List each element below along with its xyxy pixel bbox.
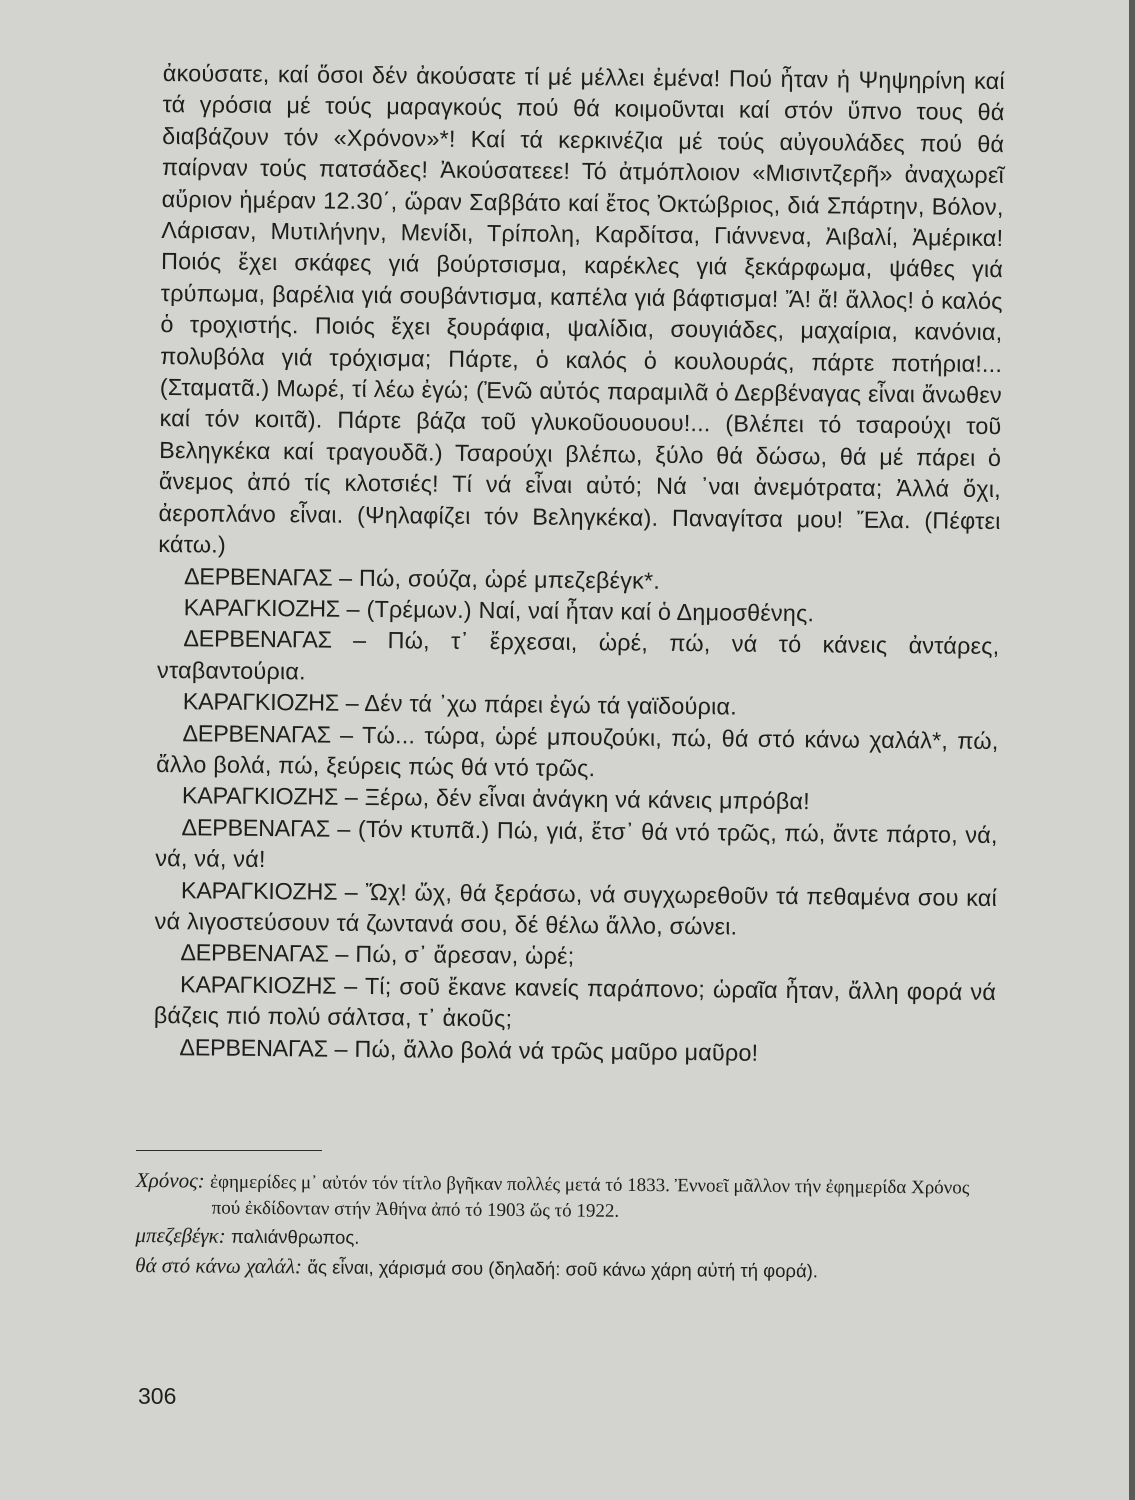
speaker-dash: – xyxy=(338,564,353,591)
speaker-dash: – xyxy=(344,784,359,811)
speaker-dash: – xyxy=(344,972,358,999)
speaker-dash: – xyxy=(337,815,351,842)
footnote-term: Χρόνος: xyxy=(135,1168,205,1193)
speaker-dash: – xyxy=(344,878,359,905)
speaker-name: ΚΑΡΑΓΚΙΟΖΗΣ xyxy=(181,782,339,811)
spoken-line: (Τόν κτυπᾶ.) Πώ, γιά, ἔτσ᾿ θά ντό τρῶς, πώ, ἄντε πάρτο, νά, νά, νά, νά! xyxy=(155,815,998,873)
footnote xyxy=(135,1223,985,1256)
footnote xyxy=(136,1168,986,1227)
dialogue-line xyxy=(153,1032,995,1071)
speaker-dash: – xyxy=(334,1035,348,1062)
speaker-name: ΚΑΡΑΓΚΙΟΖΗΣ xyxy=(183,594,341,622)
spoken-line: Πώ, σούζα, ὡρέ μπεζεβέγκ*. xyxy=(358,564,661,594)
speaker-name: ΔΕΡΒΕΝΑΓΑΣ xyxy=(183,625,332,653)
speaker-name: ΚΑΡΑΓΚΙΟΖΗΣ xyxy=(179,970,337,999)
spoken-line: (Τρέμων.) Ναί, ναί ἦταν καί ὁ Δημοσθένης. xyxy=(366,595,815,627)
page-number: 306 xyxy=(138,1383,177,1409)
speaker-name: ΔΕΡΒΕΝΑΓΑΣ xyxy=(179,1033,328,1062)
speaker-name: ΔΕΡΒΕΝΑΓΑΣ xyxy=(182,719,331,748)
narrative-paragraph: ἀκούσατε, καί ὅσοι δέν ἀκούσατε τί μέ μέλλει ἐμένα! Πού ἦταν ἡ Ψηψηρίνη καί τά γρόσια μέ τούς μαραγκούς πού θά κοιμοῦνται καί στόν ὕπνο τους θά διαβάζουν τόν «Χρόνον»*! Καί τά κερκινέζια μέ τούς αὐγουλάδες πού θά παίρναν τούς πατσάδες! Ἀκούσατεεε! Τό ἀτμόπλοιον «Μισιντζερῆ» ἀναχωρεῖ αὔριον ἡμέραν 12.30΄, ὥραν Σαββάτο καί ἔτος Ὀκτώβριος, διά Σπάρτην, Βόλον, Λάρισαν, Μυτιλήνην, Μενίδι, Τρίπολη, Καρδίτσα, Γιάννενα, Ἀιβαλί, Ἀμέρικα! Ποιός ἔχει σκάφες γιά βούρτσισμα, καρέκλες γιά ξεκάρφωμα, ψάθες γιά τρύπωμα, βαρέλια γιά σουβάντισμα, καπέλα γιά βάφτισμα! Ἄ! ἄ! ἄλλος! ὁ καλός ὁ τροχιστής. Ποιός ἔχει ξουράφια, ψαλίδια, σουγιάδες, μαχαίρια, κανόνια, πολυβόλα γιά τρόχισμα; Πάρτε, ὁ καλός ὁ κουλουράς, πάρτε ποτήρια!... (Σταματᾶ.) Μωρέ, τί λέω ἐγώ; (Ἐνῶ αὐτός παραμιλᾶ ὁ Δερβέναγας εἶναι ἄνωθεν καί τόν κοιτᾶ). Πάρτε βάζα τοῦ γλυκοῦουουου!... (Βλέπει τό τσαρούχι τοῦ Βεληγκέκα καί τραγουδᾶ.) Τσαρούχι βλέπω, ξύλο θά δώσω, θά μέ πάρει ὁ ἄνεμος ἀπό τίς κλοτσιές! Τί νά εἶναι αὐτό; Νά ᾿ναι ἀνεμότρατα; Ἀλλά ὄχι, ἀεροπλάνο εἶναι. (Ψηλαφίζει τόν Βεληγκέκα). Παναγίτσα μου! Ἔλα. (Πέφτει κάτω.) xyxy=(158,59,1005,558)
spoken-line: Πώ, σ᾿ ἄρεσαν, ὡρέ; xyxy=(355,941,575,970)
dialogue-line xyxy=(155,812,998,883)
spoken-line: Τώ... τώρα, ὡρέ μπουζούκι, πώ, θά στό κάνω χαλάλ*, πώ, ἄλλο βολά, πώ, ξεύρεις πώς θά ντό τρῶς. xyxy=(156,721,999,782)
footnote-text: ἐφημερίδες μ᾿ αὐτόν τόν τίτλο βγῆκαν πολλές μετά τό 1833. Ἐννοεῖ μᾶλλον τήν ἐφημερίδα Χρόνος πού ἐκδίδονταν στήν Ἀθήνα ἀπό τό 1903 ὥς τό 1922. xyxy=(209,1171,970,1222)
footnote-term: μπεζεβέγκ: xyxy=(135,1223,226,1248)
dialogue-line xyxy=(155,875,998,946)
spoken-line: Δέν τά ᾿χω πάρει ἐγώ τά γαϊδούρια. xyxy=(364,690,737,720)
speaker-dash: – xyxy=(352,627,367,654)
page-edge-shadow xyxy=(1129,0,1135,1500)
spoken-line: Πώ, τ᾿ ἔρχεσαι, ὡρέ, πώ, νά τό κάνεις ἀντάρες, νταβαντούρια. xyxy=(157,627,1000,685)
dialogue-line xyxy=(157,623,1000,694)
speaker-name: ΔΕΡΒΕΝΑΓΑΣ xyxy=(181,813,331,842)
footnote-separator xyxy=(136,1150,322,1151)
footnote-text: παλιάνθρωπος. xyxy=(231,1225,360,1248)
footnotes xyxy=(135,1168,986,1289)
speaker-name: ΚΑΡΑΓΚΙΟΖΗΣ xyxy=(180,876,338,905)
spoken-line: Πώ, ἄλλο βολά νά τρῶς μαῦρο μαῦρο! xyxy=(354,1035,759,1066)
footnote-term: θά στό κάνω χαλάλ: xyxy=(135,1252,303,1279)
spoken-line: Ὤχ! ὤχ, θά ξεράσω, νά συγχωρεθοῦν τά πεθαμένα σου καί νά λιγοστεύσουν τά ζωντανά σου, δέ θέλω ἄλλο, σώνει. xyxy=(154,878,998,940)
speaker-dash: – xyxy=(339,721,354,748)
speaker-dash: – xyxy=(346,595,360,622)
main-text xyxy=(153,58,1005,1071)
speaker-name: ΔΕΡΒΕΝΑΓΑΣ xyxy=(180,939,329,968)
dialogue-list xyxy=(153,560,1000,1071)
dialogue-line xyxy=(154,969,997,1040)
spoken-line: Τί; σοῦ ἔκανε κανείς παράπονο; ὡραῖα ἦταν, ἄλλη φορά νά βάζεις πιό πολύ σάλτσα, τ᾿ ἀκοῦς; xyxy=(153,972,997,1032)
dialogue-line xyxy=(156,718,999,789)
spoken-line: Ξέρω, δέν εἶναι ἀνάγκη νά κάνεις μπρόβα! xyxy=(364,784,811,815)
footnote-text: ἄς εἶναι, χάρισμά σου (δηλαδή: σοῦ κάνω χάρη αὐτή τή φορά). xyxy=(307,1256,819,1282)
speaker-name: ΔΕΡΒΕΝΑΓΑΣ xyxy=(183,562,333,591)
footnote xyxy=(135,1253,985,1286)
speaker-name: ΚΑΡΑΓΚΙΟΖΗΣ xyxy=(182,688,340,716)
speaker-dash: – xyxy=(345,689,360,717)
speaker-dash: – xyxy=(335,941,349,968)
